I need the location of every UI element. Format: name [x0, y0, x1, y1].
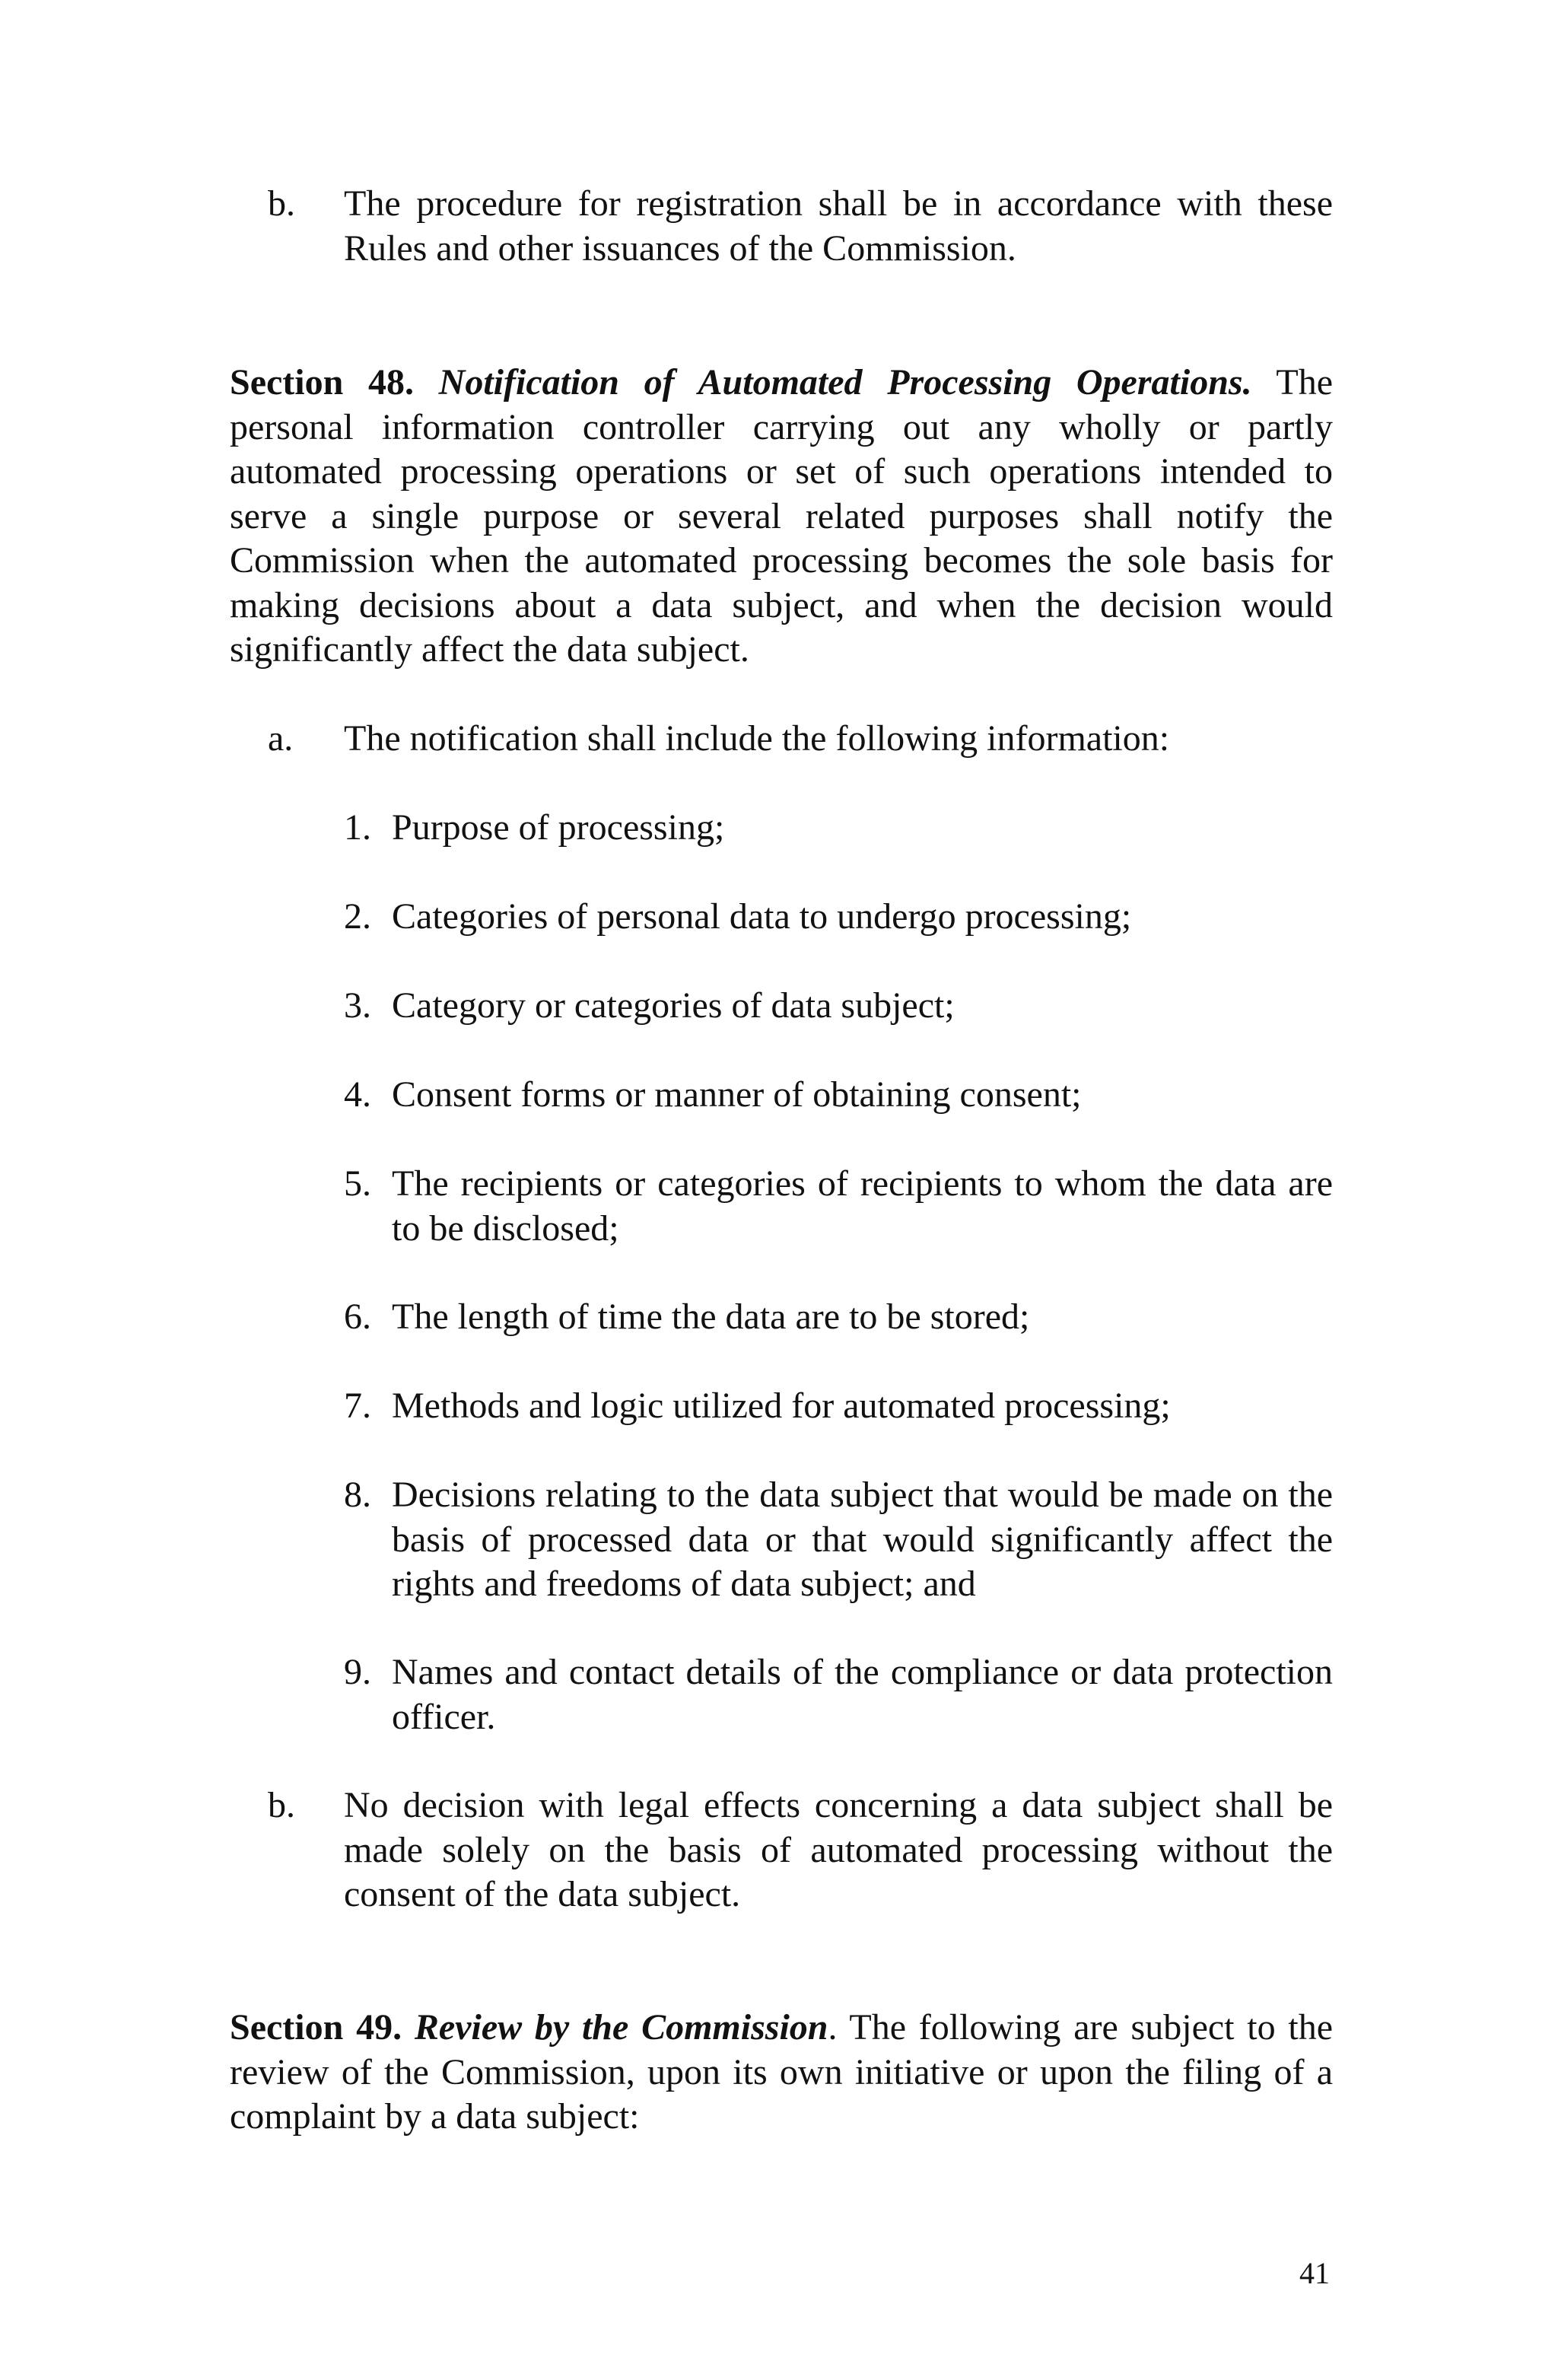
list-item-marker: 1. — [344, 807, 371, 848]
section-48-body: The personal information controller carrying out any wholly or partly automated processing operations or set of such operations intended to serve a single purpose or several related purposes shall notify the Commission when the automated processing becomes the sole basis for making decisions about a data subject, and when the decision would significantly affect the data subject. — [230, 362, 1334, 670]
section-49-title-punct: . — [828, 2007, 838, 2048]
list-item-marker: 8. — [344, 1475, 371, 1515]
list-item-text: Decisions relating to the data subject that would be made on the basis of processed data or that would significantly affect the rights and freedoms of data subject; and — [392, 1475, 1333, 1604]
list-item-text: The recipients or categories of recipients to whom the data are to be disclosed; — [392, 1163, 1333, 1249]
list-item-text: Methods and logic utilized for automated processing; — [392, 1386, 1171, 1426]
section-49-body: The following are subject to the review of the Commission, upon its own initiative or upon the filing of a complaint by a data subject: — [230, 2007, 1334, 2137]
list-item-text: Category or categories of data subject; — [392, 985, 955, 1026]
top-item-marker: b. — [268, 183, 295, 224]
list-item-marker: 4. — [344, 1074, 371, 1115]
list-item-marker: 3. — [344, 985, 371, 1026]
list-item-marker: 2. — [344, 896, 371, 937]
list-item-text: Names and contact details of the compliance or data protection officer. — [392, 1652, 1333, 1737]
page-number: 41 — [1299, 2256, 1330, 2290]
list-item-marker: 7. — [344, 1386, 371, 1426]
list-item-marker: 9. — [344, 1652, 371, 1692]
section-48-paragraph — [230, 361, 1333, 673]
list-item-marker: 6. — [344, 1297, 371, 1337]
list-item-text: The length of time the data are to be stored; — [392, 1297, 1030, 1337]
item-b-marker: b. — [268, 1785, 295, 1825]
list-item-text: Consent forms or manner of obtaining consent; — [392, 1074, 1082, 1115]
section-49-paragraph — [230, 2006, 1333, 2140]
section-48-label: Section 48. — [230, 362, 414, 402]
item-b-text: No decision with legal effects concerning a data subject shall be made solely on the basis of automated processing without the consent of the data subject. — [344, 1785, 1333, 1914]
top-item-text: The procedure for registration shall be in accordance with these Rules and other issuances of the Commission. — [344, 183, 1333, 269]
section-49-title: Review by the Commission — [414, 2007, 828, 2048]
item-a-text: The notification shall include the following information: — [344, 718, 1170, 759]
list-item-text: Purpose of processing; — [392, 807, 725, 848]
list-item-text: Categories of personal data to undergo processing; — [392, 896, 1132, 937]
item-a-marker: a. — [268, 718, 294, 759]
section-49-label: Section 49. — [230, 2007, 402, 2048]
section-48-title: Notification of Automated Processing Operations. — [438, 362, 1252, 402]
list-item-marker: 5. — [344, 1163, 371, 1204]
